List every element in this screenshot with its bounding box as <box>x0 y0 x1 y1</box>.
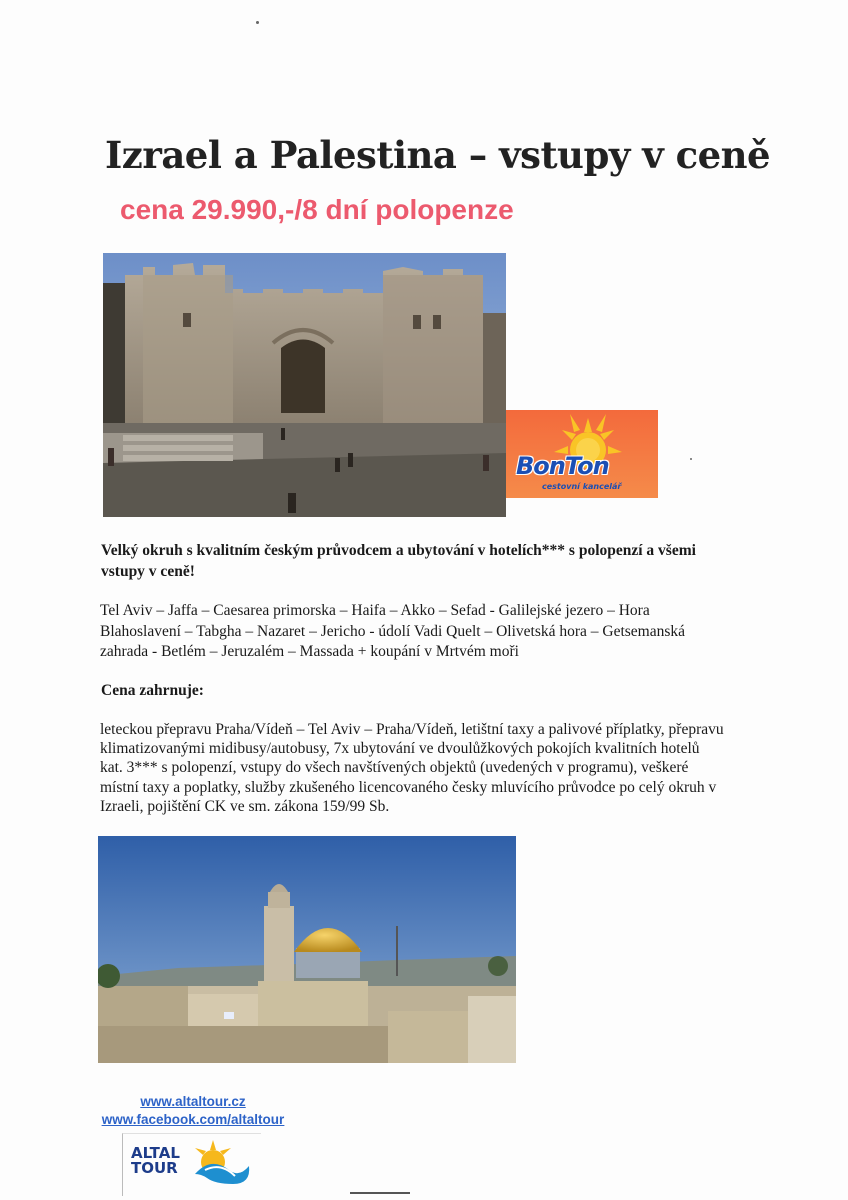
altal-logo-line2: TOUR <box>131 1159 178 1177</box>
wave-sun-icon <box>185 1140 257 1192</box>
includes-text: leteckou přepravu Praha/Vídeň – Tel Aviv – Praha/Vídeň, letištní taxy a palivové příplatky, přepravu klimatizovanými midibusy/autobusy, 7x ubytování ve dvoulůžkových pokojích kvalitních hotelů kat. 3*** s polopenzí, vstupy do všech navštívených objektů (uvedených v programu), veškeré místní taxy a poplatky, služby zkušeného licencovaného česky mluvícího průvodce po celý okruh v Izraeli, pojištění CK ve sm. zákona 159/99 Sb. <box>100 721 724 815</box>
facebook-link[interactable]: www.facebook.com/altaltour <box>101 1112 285 1127</box>
scan-speck <box>256 21 259 24</box>
bonton-logo-text: BonTon <box>516 452 609 480</box>
price-subtitle: cena 29.990,-/8 dní polopenze <box>120 194 514 225</box>
includes-heading: Cena zahrnuje: <box>101 682 204 699</box>
route-text: Tel Aviv – Jaffa – Caesarea primorska – Haifa – Akko – Sefad - Galilejské jezero – Hora Blahoslavení – Tabgha – Nazaret – Jericho - údolí Vadi Quelt – Olivetská hora – Getsemanská zahrada - Betlém – Jeruzalém – Massada + koupání v Mrtvém moři <box>100 602 686 660</box>
bonton-logo-subtitle: cestovní kancelář <box>542 482 622 491</box>
scan-speck <box>690 458 692 460</box>
website-link[interactable]: www.altaltour.cz <box>140 1094 246 1109</box>
altal-logo-line1: ALTAL <box>131 1144 180 1162</box>
damascus-gate-photo <box>103 253 506 517</box>
bonton-logo <box>506 410 658 498</box>
page-title: Izrael a Palestina – vstupy v ceně <box>105 133 771 177</box>
scan-edge-mark <box>350 1192 410 1194</box>
altal-tour-logo <box>122 1133 261 1196</box>
intro-text: Velký okruh s kvalitním českým průvodcem a ubytování v hotelích*** s polopenzí a všemi vstupy v ceně! <box>101 542 696 580</box>
contact-links <box>93 1093 293 1129</box>
jerusalem-photo <box>98 836 516 1063</box>
altal-logo-text <box>131 1146 180 1176</box>
